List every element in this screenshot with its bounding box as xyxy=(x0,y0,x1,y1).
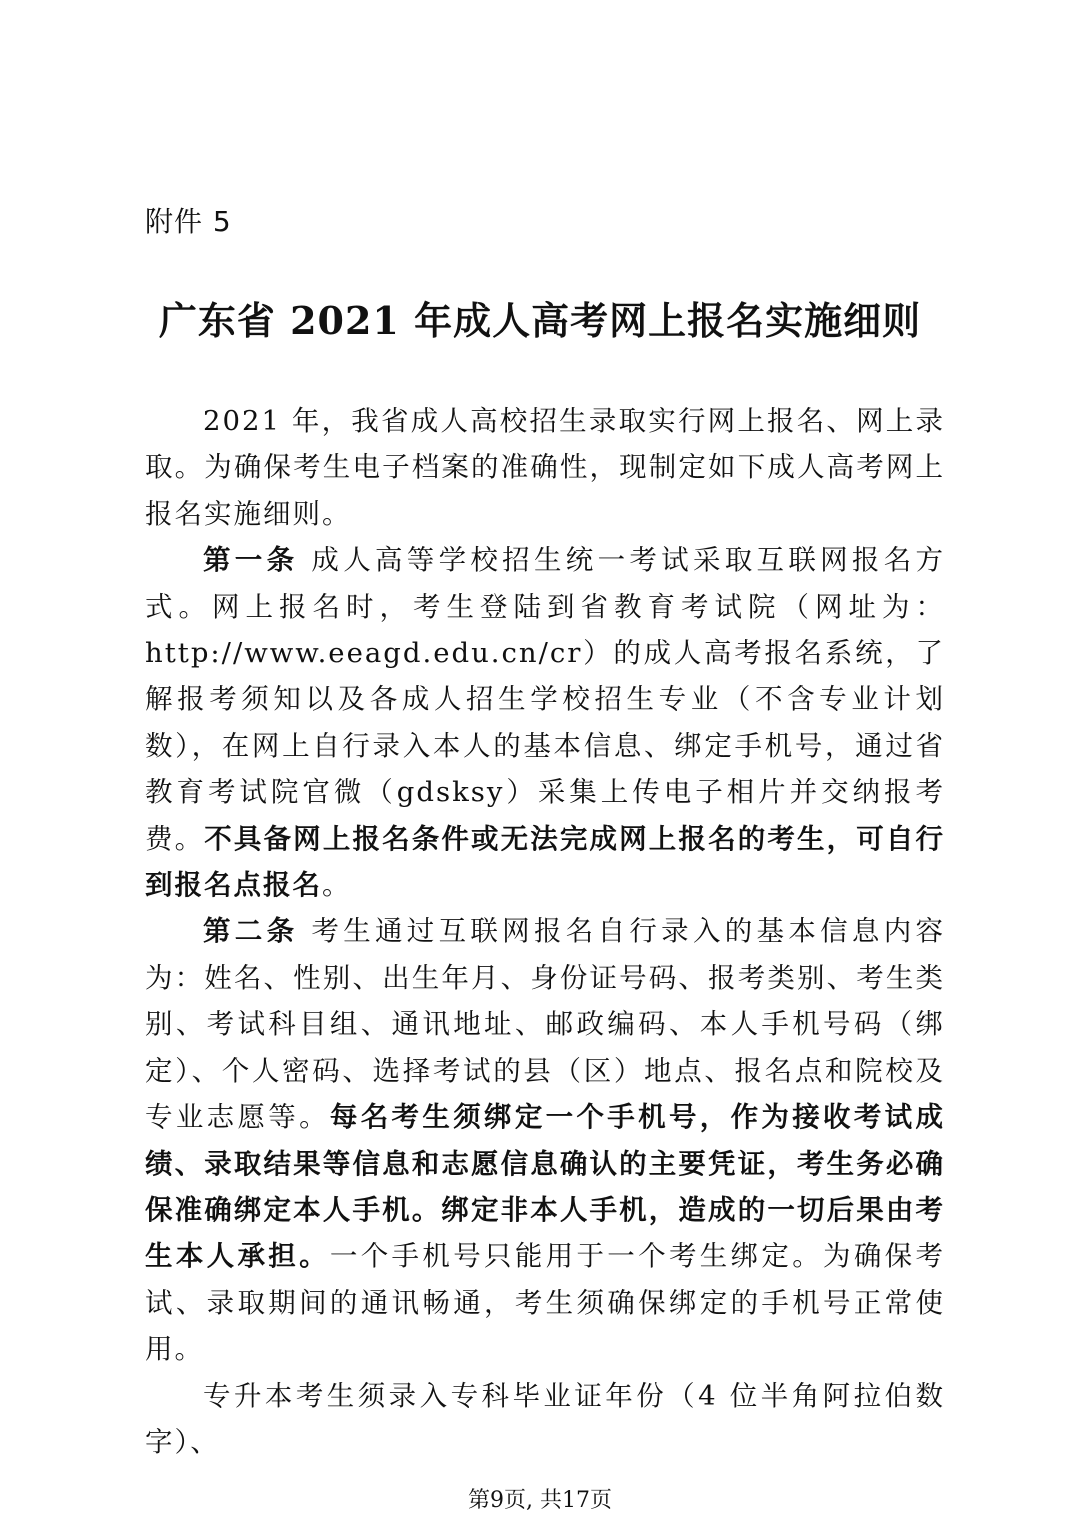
article-one-paragraph xyxy=(145,537,945,908)
article-heading: 第一条 xyxy=(203,544,299,577)
emphasis-text: 不具备网上报名条件或无法完成网上报名的考生，可自行到报名点报名 xyxy=(145,822,946,902)
article-heading: 第二条 xyxy=(203,915,299,948)
emphasis-text: 每名考生须绑定一个手机号，作为接收考试成绩、录取结果等信息和志愿信息确认的主要凭证，考生务必确保准确绑定本人手机。绑定非本人手机，造成的一切后果由考生本人承担。 xyxy=(145,1101,946,1273)
page-number-footer: 第9页, 共17页 xyxy=(468,1488,612,1513)
upgrade-students-paragraph xyxy=(145,1373,945,1466)
attachment-label: 附件 5 xyxy=(145,205,232,238)
article-two-paragraph xyxy=(145,908,945,1372)
paragraph-text: 考生通过互联网报名自行录入的基本信息内容为：姓名、性别、出生年月、身份证号码、报考类别、考生类别、考试科目组、通讯地址、邮政编码、本人手机号码（绑定）、个人密码、选择考试的县（区）地点、报名点和院校及专业志愿等。 xyxy=(145,915,945,1134)
document-body xyxy=(145,398,945,1465)
document-title: 广东省 2021 年成人高考网上报名实施细则 xyxy=(158,298,922,343)
paragraph-text: 专升本考生须录入专科毕业证年份（4 位半角阿拉伯数字）、 xyxy=(145,1379,945,1458)
paragraph-text: 。 xyxy=(322,869,352,902)
paragraph-text: 成人高等学校招生统一考试采取互联网报名方式。网上报名时，考生登陆到省教育考试院（网址为：http://www.eeagd.edu.cn/cr）的成人高考报名系统，了解报考须知以及各成人招生学校招生专业（不含专业计划数），在网上自行录入本人的基本信息、绑定手机号，通过省教育考试院官微（gdsksy）采集上传电子相片并交纳报考费。 xyxy=(145,544,945,855)
intro-paragraph xyxy=(145,398,945,537)
paragraph-text: 一个手机号只能用于一个考生绑定。为确保考试、录取期间的通讯畅通，考生须确保绑定的手机号正常使用。 xyxy=(145,1240,946,1366)
paragraph-text: 2021 年，我省成人高校招生录取实行网上报名、网上录取。为确保考生电子档案的准确性，现制定如下成人高考网上报名实施细则。 xyxy=(145,405,945,530)
